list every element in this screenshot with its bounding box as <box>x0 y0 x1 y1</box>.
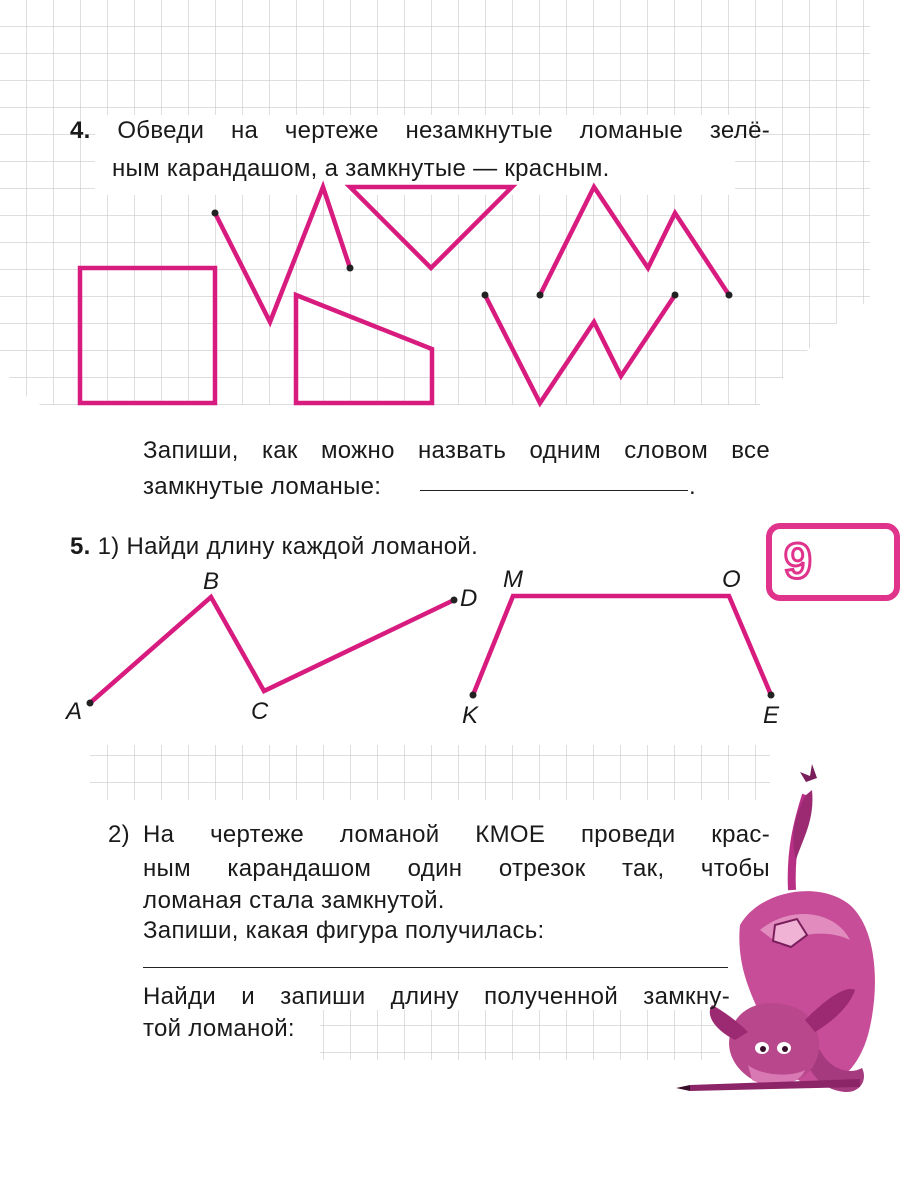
middle-grid <box>90 745 770 800</box>
task4-line2: ным карандашом, а замкнутые — красным. <box>112 155 610 182</box>
task4-line1 <box>70 114 770 148</box>
task5-part2-marker: 2) <box>108 821 130 848</box>
polyline-KMOE <box>473 596 771 695</box>
point-label-b: B <box>203 568 220 595</box>
length-answer-cells[interactable] <box>320 1010 720 1060</box>
task5-part1: 1) Найди длину каждой ломаной. <box>97 533 479 560</box>
task4-answer-line[interactable] <box>420 490 688 491</box>
task5-part2-line1: На чертеже ломаной КМОЕ проведи крас- <box>143 821 770 848</box>
point-label-d: D <box>460 585 478 612</box>
task5-part2-line3: ломаная стала замкнутой. <box>143 887 445 914</box>
task5-number: 5. <box>70 533 91 560</box>
task4-question-end: . <box>689 473 696 500</box>
task5-part2-line4: Запиши, какая фигура получилась: <box>143 917 545 944</box>
polyline-ABCD <box>90 597 454 703</box>
figure-answer-line[interactable] <box>143 967 728 968</box>
point-label-e: E <box>763 702 780 729</box>
top-grid <box>0 0 900 420</box>
task4-question-line1: Запиши, как можно назвать одним словом все <box>143 437 770 464</box>
task4-number: 4. <box>70 117 91 144</box>
point-label-c: C <box>251 698 269 725</box>
task4-line1-text: Обведи на чертеже незамкнутые ломаные зелё- <box>117 117 771 144</box>
point-label-o: O <box>722 566 741 593</box>
point-label-a: A <box>66 698 83 725</box>
page-number-badge <box>766 523 900 601</box>
task5-part2-line2: ным карандашом один отрезок так, чтобы <box>143 855 770 882</box>
point-label-m: M <box>503 566 523 593</box>
point-label-k: K <box>462 702 479 729</box>
page-number: 9 <box>784 533 812 589</box>
task5-part2-line6: той ломаной: <box>143 1015 295 1042</box>
task5-part2-line5: Найди и запиши длину полученной замкну- <box>143 983 730 1010</box>
task5-polylines <box>90 596 771 703</box>
task5-line1 <box>70 530 478 564</box>
task4-question-line2: замкнутые ломаные: <box>143 473 382 500</box>
